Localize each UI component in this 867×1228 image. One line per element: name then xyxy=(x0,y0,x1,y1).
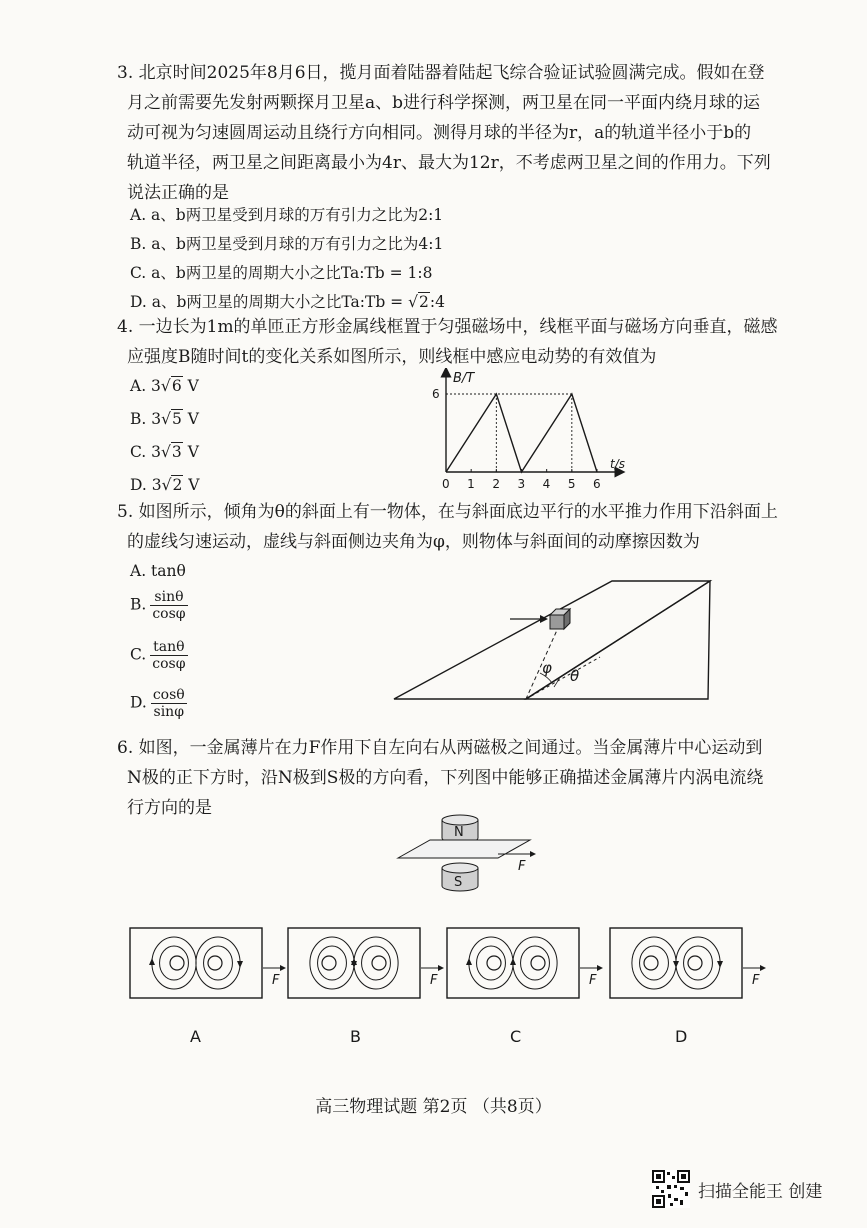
q3-option-a: A. a、b两卫星受到月球的万有引力之比为2:1 xyxy=(130,206,444,224)
force-label: F xyxy=(430,973,438,988)
x-tick-label: 3 xyxy=(517,477,526,491)
q4-a-pre: A. 3 xyxy=(130,377,161,395)
q3-option-d: D. a、b两卫星的周期大小之比Ta:Tb = √2:4 xyxy=(130,293,445,311)
q6-line: N极的正下方时，沿N极到S极的方向看，下列图中能够正确描述金属薄片内涡电流绕 xyxy=(127,768,764,788)
q4-c-radicand: 3 xyxy=(171,443,182,461)
force-arrow-head xyxy=(597,965,603,971)
q4-b-radicand: 5 xyxy=(172,410,182,428)
magnet-footprint xyxy=(644,956,658,970)
q4-c-pre: C. 3 xyxy=(130,443,162,461)
q4-b-pre: B. 3 xyxy=(130,410,162,428)
magnet-figure xyxy=(390,812,550,896)
phi-label: φ xyxy=(542,659,552,677)
q5-d-numerator: cosθ xyxy=(152,687,185,703)
scanner-text: 扫描全能王 创建 xyxy=(698,1181,823,1202)
eddy-loop xyxy=(196,937,240,989)
q4-option-a: A. 3√6 V xyxy=(130,377,199,395)
x-tick-label: 2 xyxy=(492,477,500,491)
q4-b-post: V xyxy=(182,410,199,428)
height-line xyxy=(526,657,600,699)
x-tick-label: 1 xyxy=(467,477,475,491)
eddy-arrow-head xyxy=(237,961,243,968)
magnet-footprint xyxy=(688,956,702,970)
eddy-loop xyxy=(513,937,557,989)
eddy-loop xyxy=(152,937,196,989)
magnet-footprint xyxy=(170,956,184,970)
eddy-arrow-head xyxy=(510,958,516,965)
q5-option-a: A. tanθ xyxy=(130,562,186,580)
north-label: N xyxy=(454,825,464,840)
force-label: F xyxy=(752,973,760,988)
q6-line: 6. 如图，一金属薄片在力F作用下自左向右从两磁极之间通过。当金属薄片中心运动到 xyxy=(117,738,763,758)
force-label: F xyxy=(589,973,597,988)
q3-line: 说法正确的是 xyxy=(127,183,229,203)
page-footer: 高三物理试题 第2页 （共8页） xyxy=(315,1097,552,1117)
q4-a-radicand: 6 xyxy=(171,377,182,395)
q3-option-c: C. a、b两卫星的周期大小之比Ta:Tb = 1:8 xyxy=(130,264,433,282)
q4-option-c: C. 3√3 V xyxy=(130,443,199,461)
x-tick-label: 5 xyxy=(567,477,576,491)
q4-d-post: V xyxy=(183,476,200,494)
block-icon xyxy=(550,609,570,629)
eddy-arrow-head xyxy=(717,961,723,968)
q5-option-d xyxy=(130,687,187,720)
q5-line: 5. 如图所示，倾角为θ的斜面上有一物体，在与斜面底边平行的水平推力作用下沿斜面上 xyxy=(117,502,778,522)
q4-d-pre: D. 3 xyxy=(130,476,162,494)
eddy-arrow-head xyxy=(466,958,472,965)
q5-d-label: D. xyxy=(130,693,147,712)
force-arrow-head xyxy=(438,965,444,971)
q5-c-numerator: tanθ xyxy=(150,639,187,656)
eddy-arrow-head xyxy=(149,958,155,965)
q4-line: 应强度B随时间t的变化关系如图所示，则线框中感应电动势的有效值为 xyxy=(127,347,657,367)
q5-c-denominator: cosφ xyxy=(152,656,186,672)
force-arrow-head xyxy=(280,965,286,971)
magnet-footprint xyxy=(208,956,222,970)
q3-line: 3. 北京时间2025年8月6日，揽月面着陆器着陆起飞综合验证试验圆满完成。假如在登 xyxy=(117,63,765,83)
x-tick-label: 0 xyxy=(442,477,450,491)
q5-b-denominator: cosφ xyxy=(152,606,186,622)
eddy-choice-b xyxy=(288,928,444,998)
y-tick-label: 6 xyxy=(432,387,440,401)
q5-c-label: C. xyxy=(130,645,147,664)
force-arrow-head xyxy=(530,851,536,857)
eddy-loop xyxy=(469,937,513,989)
x-axis-label: t/s xyxy=(610,457,625,471)
question-3-stem xyxy=(117,58,777,208)
q4-line: 4. 一边长为1m的单匝正方形金属线框置于匀强磁场中，线框平面与磁场方向垂直，磁感 xyxy=(117,317,778,337)
eddy-current-choices xyxy=(120,920,780,1010)
south-pole-magnet xyxy=(442,863,478,891)
choice-d-label: D xyxy=(675,1027,688,1046)
q3-option-d-post: :4 xyxy=(429,293,445,311)
incline-top-face xyxy=(394,581,710,699)
series-line xyxy=(446,394,597,472)
q4-a-post: V xyxy=(182,377,199,395)
q3-line: 月之前需要先发射两颗探月卫星a、b进行科学探测，两卫星在同一平面内绕月球的运 xyxy=(127,93,761,113)
b-t-graph xyxy=(420,368,630,496)
q5-line: 的虚线匀速运动，虚线与斜面侧边夹角为φ，则物体与斜面间的动摩擦因数为 xyxy=(127,532,700,552)
question-5-stem xyxy=(117,497,777,557)
magnet-footprint xyxy=(372,956,386,970)
eddy-loop xyxy=(632,937,676,989)
q3-option-d-radicand: 2 xyxy=(418,293,429,311)
q3-line: 轨道半径，两卫星之间距离最小为4r、最大为12r，不考虑两卫星之间的作用力。下列 xyxy=(127,153,771,173)
q6-line: 行方向的是 xyxy=(127,798,212,818)
metal-sheet xyxy=(398,840,530,858)
force-label: F xyxy=(518,859,526,874)
force-label: F xyxy=(272,973,280,988)
q5-b-numerator: sinθ xyxy=(150,589,187,606)
eddy-loop xyxy=(354,937,398,989)
choice-b-label: B xyxy=(350,1027,361,1046)
eddy-choice-c xyxy=(447,928,603,998)
y-axis-label: B/T xyxy=(453,371,475,386)
q5-option-b xyxy=(130,589,188,622)
q5-d-denominator: sinφ xyxy=(153,704,184,720)
magnet-footprint xyxy=(487,956,501,970)
theta-label: θ xyxy=(570,667,580,685)
eddy-choice-a xyxy=(130,928,286,998)
x-tick-label: 4 xyxy=(542,477,551,491)
q3-line: 动可视为匀速圆周运动且绕行方向相同。测得月球的半径为r，a的轨道半径小于b的 xyxy=(127,123,752,143)
eddy-choice-d xyxy=(610,928,766,998)
choice-a-label: A xyxy=(190,1027,201,1046)
incline-side-face xyxy=(526,581,710,699)
x-tick-label: 6 xyxy=(593,477,601,491)
force-arrow-head xyxy=(760,965,766,971)
question-6-stem xyxy=(117,733,777,823)
q4-c-post: V xyxy=(182,443,199,461)
q5-option-c xyxy=(130,639,188,672)
eddy-loop xyxy=(676,937,720,989)
q4-d-radicand: 2 xyxy=(172,476,183,494)
incline-figure xyxy=(390,575,720,705)
q4-option-d: D. 3√2 V xyxy=(130,476,200,494)
question-4-stem xyxy=(117,312,777,372)
q5-b-label: B. xyxy=(130,595,147,614)
magnet-footprint xyxy=(322,956,336,970)
magnet-footprint xyxy=(531,956,545,970)
q3-option-b: B. a、b两卫星受到月球的万有引力之比为4:1 xyxy=(130,235,444,253)
q3-option-d-pre: D. a、b两卫星的周期大小之比Ta:Tb = xyxy=(130,293,409,311)
qr-code-icon xyxy=(652,1170,690,1208)
north-pole-magnet xyxy=(442,815,478,843)
eddy-loop xyxy=(310,937,354,989)
south-label: S xyxy=(454,875,463,890)
q4-option-b: B. 3√5 V xyxy=(130,410,199,428)
choice-c-label: C xyxy=(510,1027,522,1046)
scanner-watermark xyxy=(652,1168,822,1210)
